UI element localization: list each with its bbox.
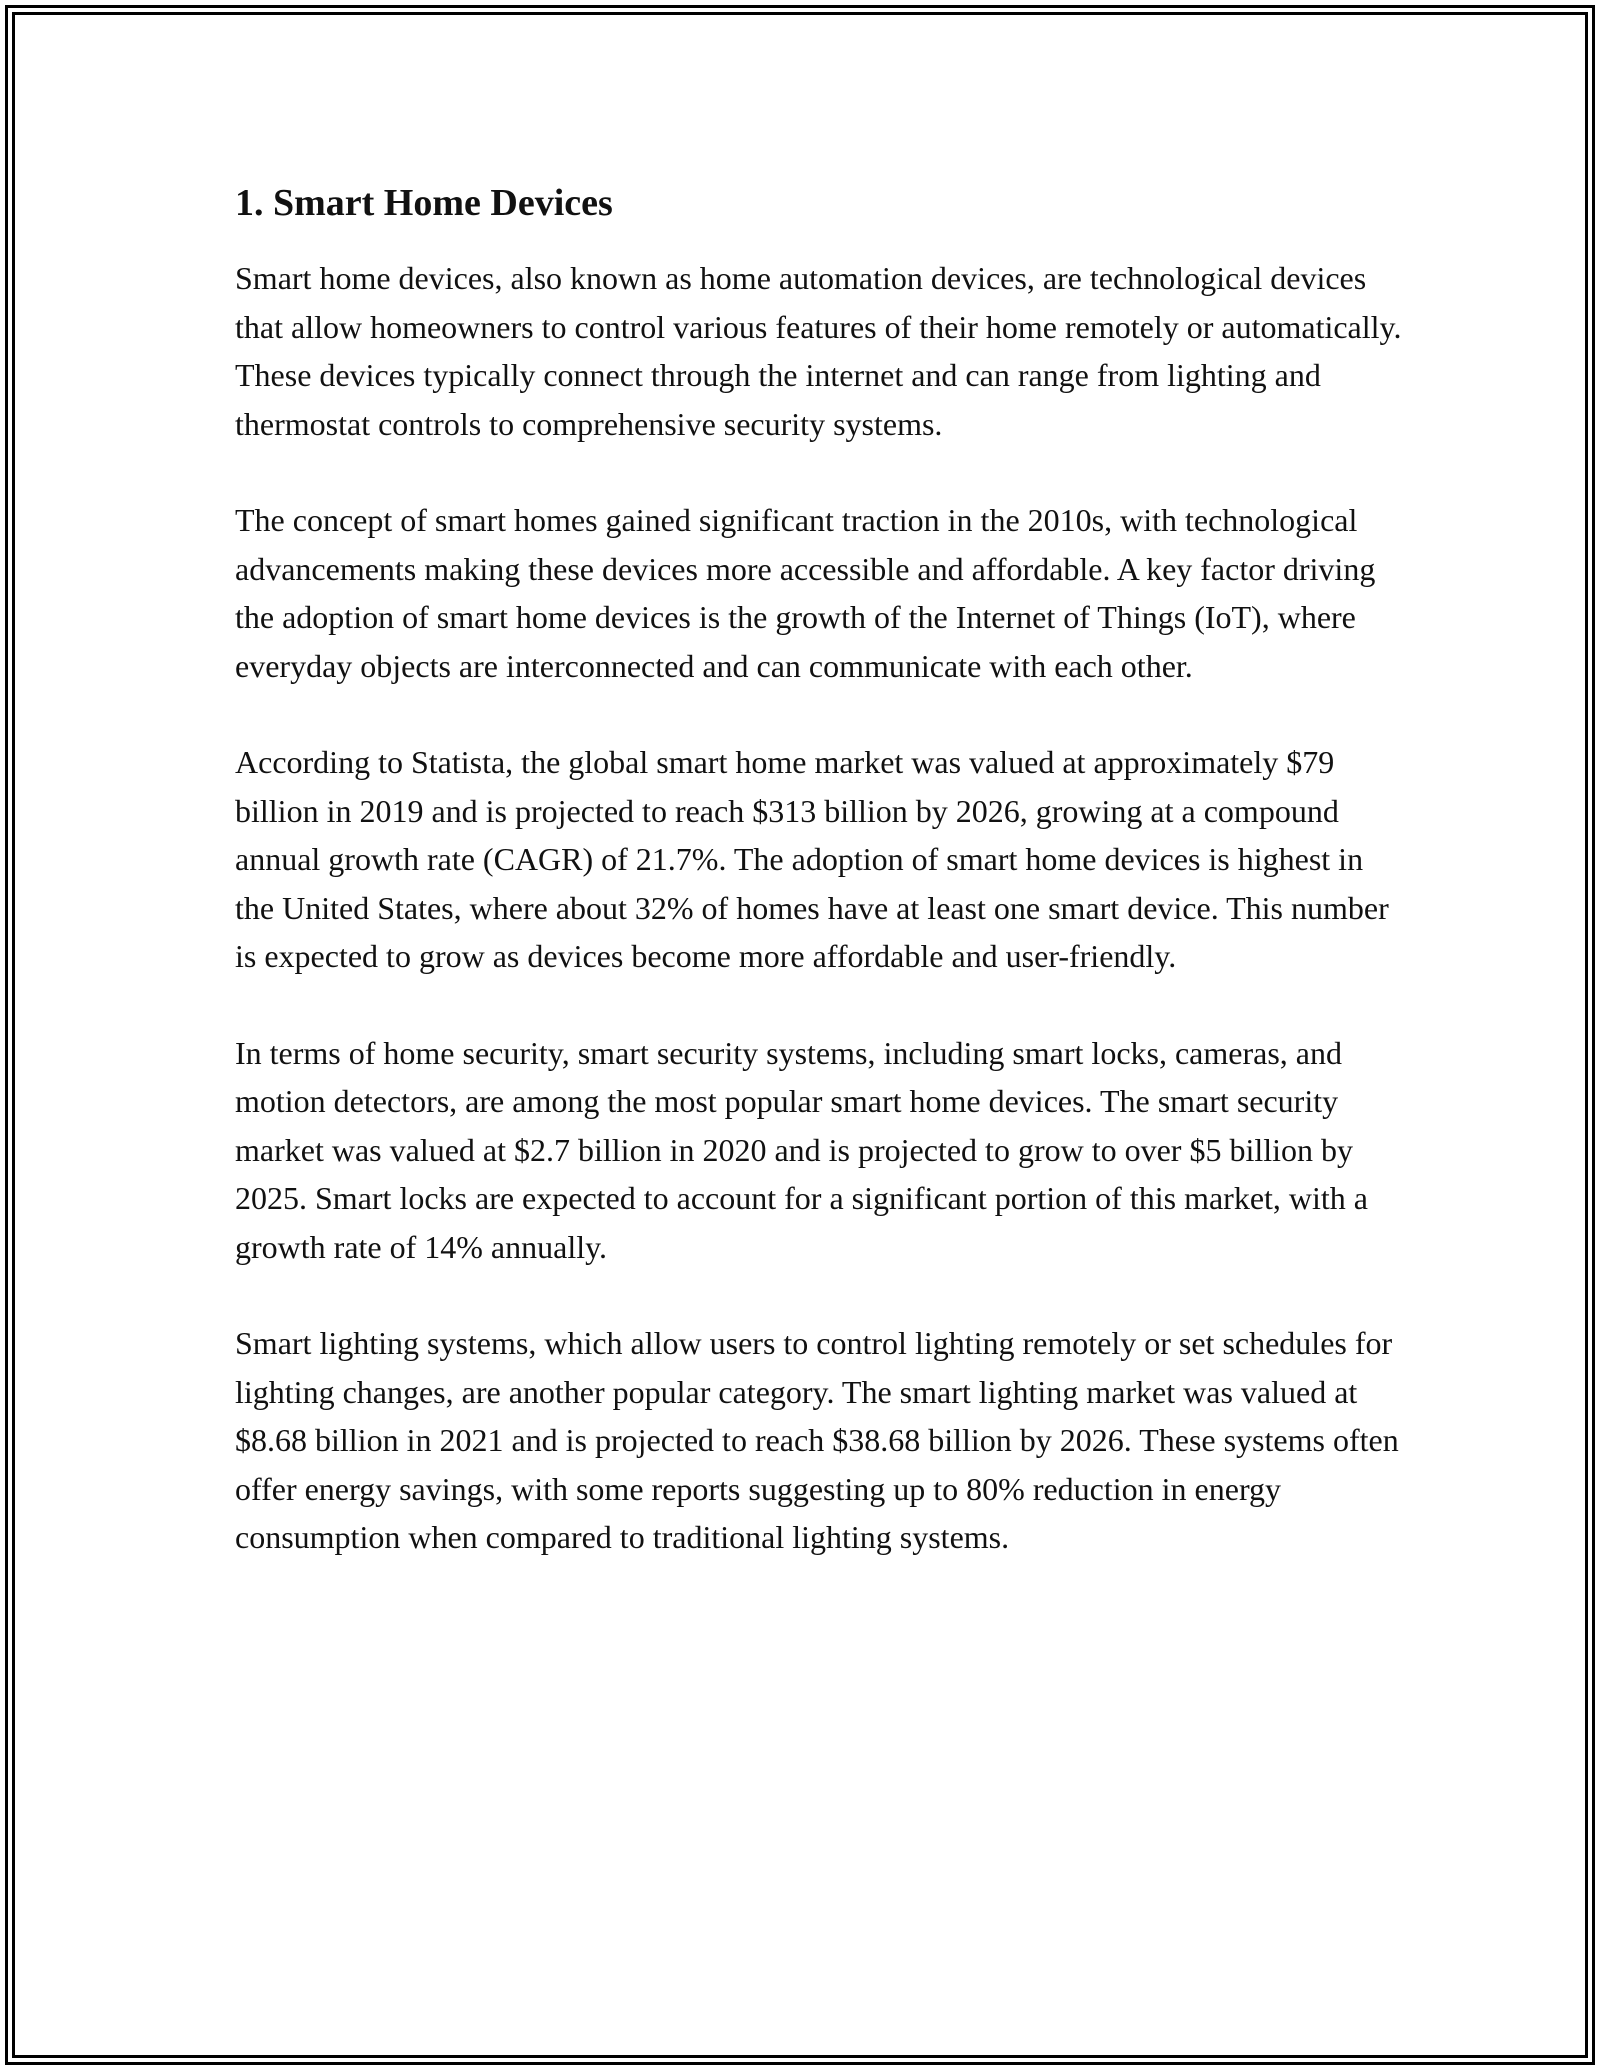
paragraph-security: In terms of home security, smart security systems, including smart locks, cameras, and motion detectors, are among the most popular smart home devices. The smart security market was valued at $2.7 billion in 2020 and is projected to grow to over $5 billion by 2025. Smart locks are expected to account for a significant portion of this market, with a growth rate of 14% annually. (235, 1034, 1368, 1265)
paragraph-market-size: According to Statista, the global smart home market was valued at approximately $79 billion in 2019 and is projected to reach $313 billion by 2026, growing at a compound annual growth rate (CAGR) of 21.7%. The adoption of smart home devices is highest in the United States, where about 32% of homes have at least one smart device. This number is expected to grow as devices become more affordable and user-friendly. (235, 744, 1389, 974)
paragraph-definition: Smart home devices, also known as home automation devices, are technological devices that allow homeowners to control various features of their home remotely or automatically. These devices typically connect through the internet and can range from lighting and thermostat controls to comprehensive security systems. (235, 260, 1402, 442)
paragraph-lighting: Smart lighting systems, which allow users to control lighting remotely or set schedules for lighting changes, are another popular category. The smart lighting market was valued at $8.68 billion in 2021 and is projected to reach $38.68 billion by 2026. These systems often offer energy savings, with some reports suggesting up to 80% reduction in energy consumption when compared to traditional lighting systems. (235, 1325, 1399, 1555)
section-heading: 1. Smart Home Devices (235, 182, 613, 224)
paragraph-history: The concept of smart homes gained significant traction in the 2010s, with technological advancements making these devices more accessible and affordable. A key factor driving the adoption of smart home devices is the growth of the Internet of Things (IoT), where everyday objects are interconnected and can communicate with each other. (235, 502, 1376, 684)
document-body (235, 180, 1405, 1610)
